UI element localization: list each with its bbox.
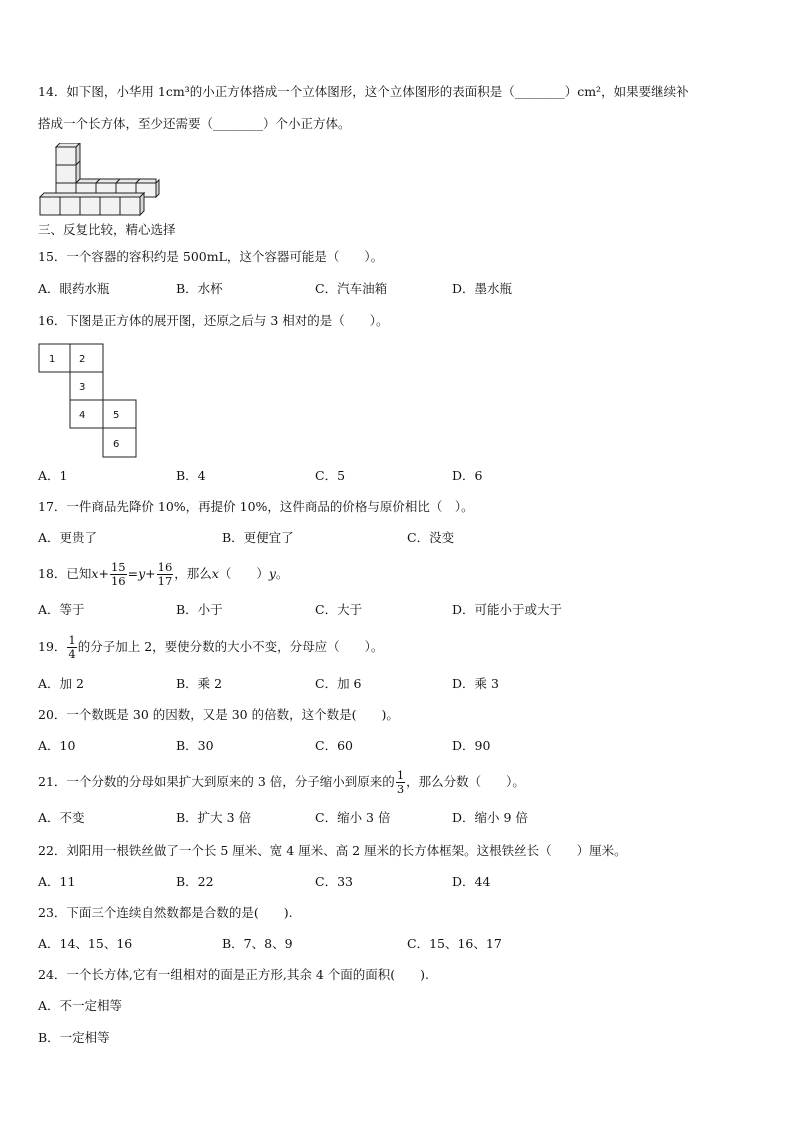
net-face-4: 4 [79,410,86,421]
cube-figure [38,143,160,217]
net-face-2: 2 [79,354,86,365]
q16-text: 16．下图是正方体的展开图，还原之后与 3 相对的是（ ）。 [38,313,389,328]
q18-option-b[interactable]: B．小于 [176,602,223,617]
q20-option-a[interactable]: A．10 [38,738,76,753]
q24-text: 24．一个长方体,它有一组相对的面是正方形,其余 4 个面的面积( ). [38,967,429,982]
q18-option-c[interactable]: C．大于 [315,602,363,617]
q18-option-a[interactable]: A．等于 [38,602,85,617]
q23-option-b[interactable]: B．7、8、9 [222,936,293,951]
q16-option-b[interactable]: B．4 [176,468,206,483]
q16-option-d[interactable]: D．6 [452,468,483,483]
q20-text: 20．一个数既是 30 的因数，又是 30 的倍数，这个数是( )。 [38,707,399,722]
q24-option-b[interactable]: B．一定相等 [38,1030,110,1045]
net-face-1: 1 [49,354,56,365]
section-heading: 三、反复比较，精心选择 [38,222,176,237]
q21-option-b[interactable]: B．扩大 3 倍 [176,810,252,825]
q18-option-d[interactable]: D．可能小于或大于 [452,602,563,617]
q21-option-d[interactable]: D．缩小 9 倍 [452,810,528,825]
q19-option-a[interactable]: A．加 2 [38,676,84,691]
q20-option-b[interactable]: B．30 [176,738,214,753]
q16-option-c[interactable]: C．5 [315,468,346,483]
q20-option-d[interactable]: D．90 [452,738,491,753]
q19-text: 19． $\frac{1}{4}$ 的分子加上 2，要使分数的大小不变，分母应（ ）。 [38,633,384,661]
q17-option-c[interactable]: C．没变 [407,530,455,545]
q19-option-c[interactable]: C．加 6 [315,676,362,691]
net-face-5: 5 [113,410,120,421]
q15-option-b[interactable]: B．水杯 [176,281,223,296]
q22-option-b[interactable]: B．22 [176,874,214,889]
q16-option-a[interactable]: A．1 [38,468,68,483]
q15-text: 15．一个容器的容积约是 500mL，这个容器可能是（ ）。 [38,249,384,264]
net-face-3: 3 [79,382,86,393]
q14-line1: 14．如下图，小华用 1cm³的小正方体搭成一个立体图形，这个立体图形的表面积是（________）cm²，如果要继续补 [38,84,689,99]
q21-option-c[interactable]: C．缩小 3 倍 [315,810,391,825]
q21-text: 21．一个分数的分母如果扩大到原来的 3 倍，分子缩小到原来的 $\frac{1}{3}$ ，那么分数（ ）。 [38,768,525,796]
q22-option-d[interactable]: D．44 [452,874,491,889]
q22-option-c[interactable]: C．33 [315,874,353,889]
q20-option-c[interactable]: C．60 [315,738,353,753]
q23-text: 23．下面三个连续自然数都是合数的是( ). [38,905,293,920]
q22-option-a[interactable]: A．11 [38,874,76,889]
q19-option-d[interactable]: D．乘 3 [452,676,499,691]
q19-option-b[interactable]: B．乘 2 [176,676,223,691]
q18-text: 18．已知x+ $\frac{15}{16}$ =y+ $\frac{16}{17}$ ，那么x（ ）y。 [38,560,289,588]
net-face-6: 6 [113,439,120,450]
q23-option-a[interactable]: A．14、15、16 [38,936,133,951]
cube-net-figure [38,343,138,461]
q17-option-b[interactable]: B．更便宜了 [222,530,294,545]
q17-option-a[interactable]: A．更贵了 [38,530,98,545]
q14-line2: 搭成一个长方体，至少还需要（________）个小正方体。 [38,116,351,131]
q17-text: 17．一件商品先降价 10%，再提价 10%，这件商品的价格与原价相比（ ）。 [38,499,474,514]
q24-option-a[interactable]: A．不一定相等 [38,998,123,1013]
q22-text: 22．刘阳用一根铁丝做了一个长 5 厘米、宽 4 厘米、高 2 厘米的长方体框架。这根铁丝长（ ）厘米。 [38,843,627,858]
q15-option-a[interactable]: A．眼药水瓶 [38,281,110,296]
q15-option-d[interactable]: D．墨水瓶 [452,281,513,296]
q23-option-c[interactable]: C．15、16、17 [407,936,502,951]
q15-option-c[interactable]: C．汽车油箱 [315,281,388,296]
q21-option-a[interactable]: A．不变 [38,810,85,825]
